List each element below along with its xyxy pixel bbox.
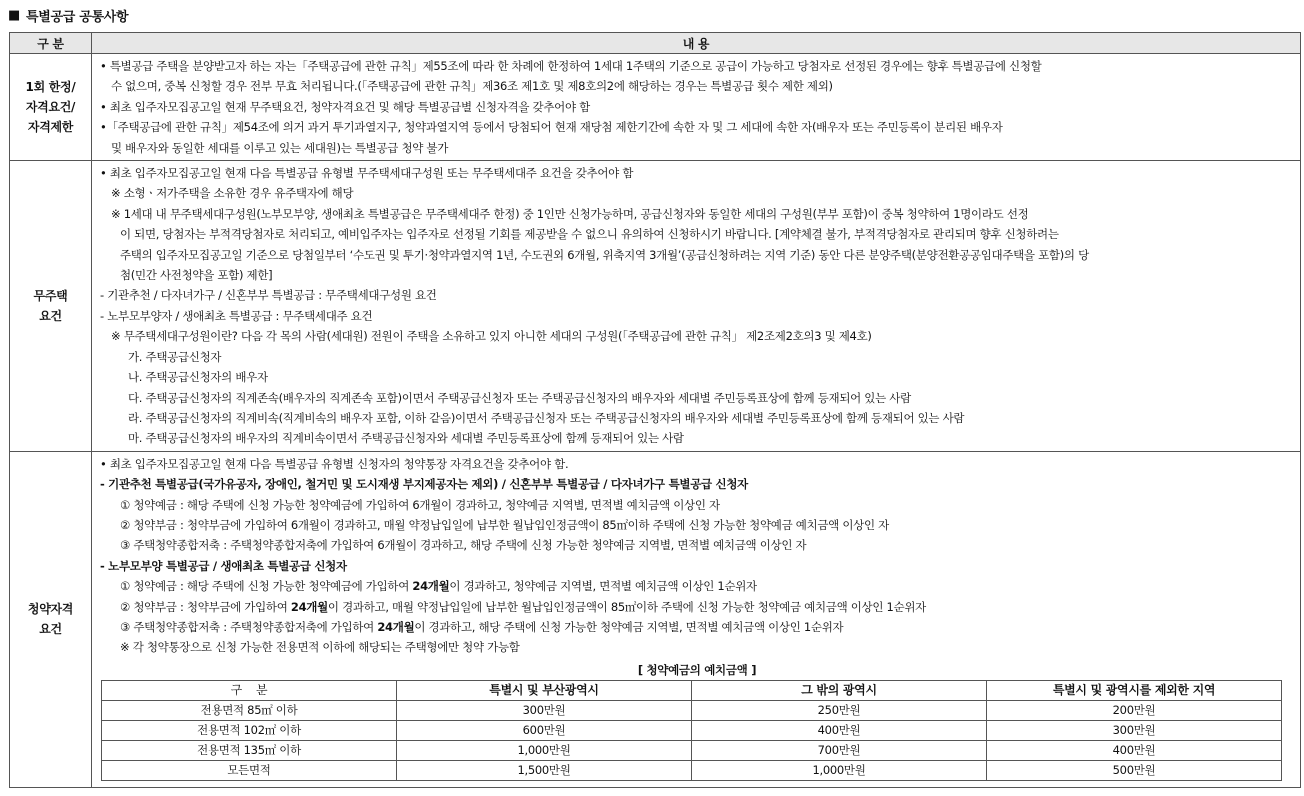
category-label-line: 청약자격 bbox=[27, 602, 74, 617]
line-part: ① 청약예금 : 해당 주택에 신청 가능한 청약예금에 가입하여 bbox=[120, 579, 413, 594]
deposit-table bbox=[101, 680, 1282, 781]
deposit-header-cell: 구 분 bbox=[102, 680, 397, 700]
category-label-line: 요건 bbox=[39, 622, 62, 637]
dash-line: - 노부모부양자 / 생애최초 특별공급 : 무주택세대주 요건 bbox=[100, 308, 373, 323]
emphasis-period: 24개월 bbox=[412, 579, 450, 594]
category-label-line: 자격요건/ bbox=[25, 100, 76, 115]
list-item: 다. 주택공급신청자의 직계존속(배우자의 직계존속 포함)이면서 주택공급신청자 또는 주택공급신청자의 배우자와 세대별 주민등록표상에 함께 등재되어 있는 사람 bbox=[128, 390, 911, 405]
text-line: 수 없으며, 중복 신청할 경우 전부 무효 처리됩니다.(「주택공급에 관한 규칙」제36조 제1호 및 제8호의2에 해당하는 경우는 특별공급 횟수 제한 제외) bbox=[111, 79, 833, 94]
line-part: 이 경과하고, 매월 약정납입일에 납부한 월납입인정금액이 85㎡이하 주택에 신청 가능한 청약예금 예치금액 이상인 1순위자 bbox=[327, 599, 926, 614]
text-line: • 최초 입주자모집공고일 현재 다음 특별공급 유형별 신청자의 청약통장 자격요건을 갖추어야 함. bbox=[100, 456, 569, 471]
category-label-line: 요건 bbox=[39, 308, 62, 323]
table-cell: 모든면적 bbox=[102, 760, 397, 780]
deposit-header-cell: 특별시 및 광역시를 제외한 지역 bbox=[987, 680, 1282, 700]
category-label-line: 1회 한정/ bbox=[25, 80, 76, 95]
line-part: 이 경과하고, 청약예금 지역별, 면적별 예치금액 이상인 1순위자 bbox=[449, 579, 757, 594]
emphasis-period: 24개월 bbox=[290, 599, 328, 614]
text-line: •「주택공급에 관한 규칙」제54조에 의거 과거 투기과열지구, 청약과열지역 등에서 당첨되어 현재 재당첨 제한기간에 속한 자 및 그 세대에 속한 자(배우자 또는 주민등록이 분리된 배우자 bbox=[100, 120, 1003, 135]
list-item bbox=[100, 576, 1294, 596]
text-line: 및 배우자와 동일한 세대를 이루고 있는 세대원)는 특별공급 청약 불가 bbox=[111, 140, 449, 155]
note-line: ※ 소형ㆍ저가주택을 소유한 경우 유주택자에 해당 bbox=[111, 186, 354, 201]
category-once-limit bbox=[10, 54, 92, 161]
table-row bbox=[102, 760, 1282, 780]
list-item: ① 청약예금 : 해당 주택에 신청 가능한 청약예금에 가입하여 6개월이 경과하고, 청약예금 지역별, 면적별 예치금액 이상인 자 bbox=[120, 497, 720, 512]
text-line: • 특별공급 주택을 분양받고자 하는 자는「주택공급에 관한 규칙」제55조에 따라 한 차례에 한정하여 1세대 1주택의 기준으로 공급이 가능하고 당첨자로 선정된 경우에는 향후 특별공급에 신청할 bbox=[100, 59, 1042, 73]
list-item: 나. 주택공급신청자의 배우자 bbox=[128, 370, 268, 385]
line-part: ② 청약부금 : 청약부금에 가입하여 bbox=[120, 599, 291, 614]
text-line: 이 되면, 당첨자는 부적격당첨자로 처리되고, 예비입주자는 입주자로 선정될 기회를 제공받을 수 없으니 유의하여 신청하시기 바랍니다. [계약체결 불가, 부적격당첨자로 관리되며 향후 신청하려는 bbox=[120, 227, 1059, 242]
text-line: • 최초 입주자모집공고일 현재 무주택요건, 청약자격요건 및 해당 특별공급별 신청자격을 갖추어야 함 bbox=[100, 99, 590, 114]
list-item: 가. 주택공급신청자 bbox=[128, 349, 222, 364]
note-line: ※ 각 청약통장으로 신청 가능한 전용면적 이하에 해당되는 주택형에만 청약 가능함 bbox=[120, 640, 520, 655]
line-part: 이 경과하고, 해당 주택에 신청 가능한 청약예금 지역별, 면적별 예치금액 이상인 1순위자 bbox=[414, 619, 844, 634]
row-homeless bbox=[10, 161, 1301, 452]
list-item bbox=[100, 617, 1294, 637]
deposit-header-cell: 특별시 및 부산광역시 bbox=[397, 680, 692, 700]
header-category: 구 분 bbox=[10, 33, 92, 54]
table-cell: 250만원 bbox=[692, 700, 987, 720]
common-notes-table bbox=[9, 32, 1301, 788]
header-row bbox=[10, 33, 1301, 54]
table-cell: 전용면적 102㎡ 이하 bbox=[102, 720, 397, 740]
note-line: ※ 무주택세대구성원이란? 다음 각 목의 사람(세대원) 전원이 주택을 소유하고 있지 아니한 세대의 구성원(「주택공급에 관한 규칙」 제2조제2호의3 및 제4호) bbox=[111, 329, 872, 344]
row-once-limit bbox=[10, 54, 1301, 161]
table-row bbox=[102, 740, 1282, 760]
deposit-header-row bbox=[102, 680, 1282, 700]
content-subscription bbox=[92, 451, 1301, 787]
table-cell: 700만원 bbox=[692, 740, 987, 760]
table-cell: 200만원 bbox=[987, 700, 1282, 720]
table-cell: 300만원 bbox=[397, 700, 692, 720]
line-part: ③ 주택청약종합저축 : 주택청약종합저축에 가입하여 bbox=[120, 619, 378, 634]
table-cell: 600만원 bbox=[397, 720, 692, 740]
table-cell: 1,000만원 bbox=[397, 740, 692, 760]
text-line: • 최초 입주자모집공고일 현재 다음 특별공급 유형별 무주택세대구성원 또는 무주택세대주 요건을 갖추어야 함 bbox=[100, 166, 634, 181]
list-item: ② 청약부금 : 청약부금에 가입하여 6개월이 경과하고, 매월 약정납입일에 납부한 월납입인정금액이 85㎡이하 주택에 신청 가능한 청약예금 예치금액 이상인 자 bbox=[120, 517, 889, 532]
section-title-text: 특별공급 공통사항 bbox=[25, 9, 129, 25]
table-cell: 500만원 bbox=[987, 760, 1282, 780]
text-line: 주택의 입주자모집공고일 기준으로 당첨일부터 ‘수도권 및 투기·청약과열지역 1년, 수도권외 6개월, 위축지역 3개월’(공급신청하려는 지역 기준) 동안 다른 분양주택(분양전환공공임대주택을 포함)의 당 bbox=[120, 247, 1089, 262]
category-subscription bbox=[10, 451, 92, 787]
table-cell: 전용면적 85㎡ 이하 bbox=[102, 700, 397, 720]
table-cell: 1,000만원 bbox=[692, 760, 987, 780]
category-homeless bbox=[10, 161, 92, 452]
content-once-limit bbox=[92, 54, 1301, 161]
table-cell: 400만원 bbox=[987, 740, 1282, 760]
table-cell: 전용면적 135㎡ 이하 bbox=[102, 740, 397, 760]
list-item: 마. 주택공급신청자의 배우자의 직계비속이면서 주택공급신청자와 세대별 주민등록표상에 함께 등재되어 있는 사람 bbox=[128, 431, 684, 446]
section-title bbox=[8, 4, 128, 26]
deposit-header-cell: 그 밖의 광역시 bbox=[692, 680, 987, 700]
table-row bbox=[102, 700, 1282, 720]
list-item bbox=[100, 597, 1294, 617]
category-label-line: 무주택 bbox=[33, 288, 68, 303]
square-bullet-icon: ■ bbox=[8, 7, 20, 23]
list-item: 라. 주택공급신청자의 직계비속(직계비속의 배우자 포함, 이하 같음)이면서 주택공급신청자 또는 주택공급신청자의 배우자와 세대별 주민등록표상에 함께 등재되어 있는 사람 bbox=[128, 410, 965, 425]
category-label-line: 자격제한 bbox=[27, 120, 74, 135]
row-subscription bbox=[10, 451, 1301, 787]
table-cell: 400만원 bbox=[692, 720, 987, 740]
dash-line: - 노부모부양 특별공급 / 생애최초 특별공급 신청자 bbox=[100, 558, 347, 573]
dash-line: - 기관추천 / 다자녀가구 / 신혼부부 특별공급 : 무주택세대구성원 요건 bbox=[100, 288, 437, 303]
header-content: 내 용 bbox=[92, 33, 1301, 54]
list-item: ③ 주택청약종합저축 : 주택청약종합저축에 가입하여 6개월이 경과하고, 해당 주택에 신청 가능한 청약예금 지역별, 면적별 예치금액 이상인 자 bbox=[120, 538, 807, 553]
content-homeless bbox=[92, 161, 1301, 452]
note-line: ※ 1세대 내 무주택세대구성원(노부모부양, 생애최초 특별공급은 무주택세대주 한정) 중 1인만 신청가능하며, 공급신청자와 동일한 세대의 구성원(부부 포함)이 중복 청약하여 1명이라도 선정 bbox=[111, 206, 1029, 221]
table-cell: 1,500만원 bbox=[397, 760, 692, 780]
deposit-table-title: [ 청약예금의 예치금액 ] bbox=[637, 662, 757, 677]
dash-line: - 기관추천 특별공급(국가유공자, 장애인, 철거민 및 도시재생 부지제공자는 제외) / 신혼부부 특별공급 / 다자녀가구 특별공급 신청자 bbox=[100, 477, 748, 492]
table-cell: 300만원 bbox=[987, 720, 1282, 740]
text-line: 첨(민간 사전청약을 포함) 제한] bbox=[120, 268, 273, 283]
emphasis-period: 24개월 bbox=[377, 619, 415, 634]
table-row bbox=[102, 720, 1282, 740]
